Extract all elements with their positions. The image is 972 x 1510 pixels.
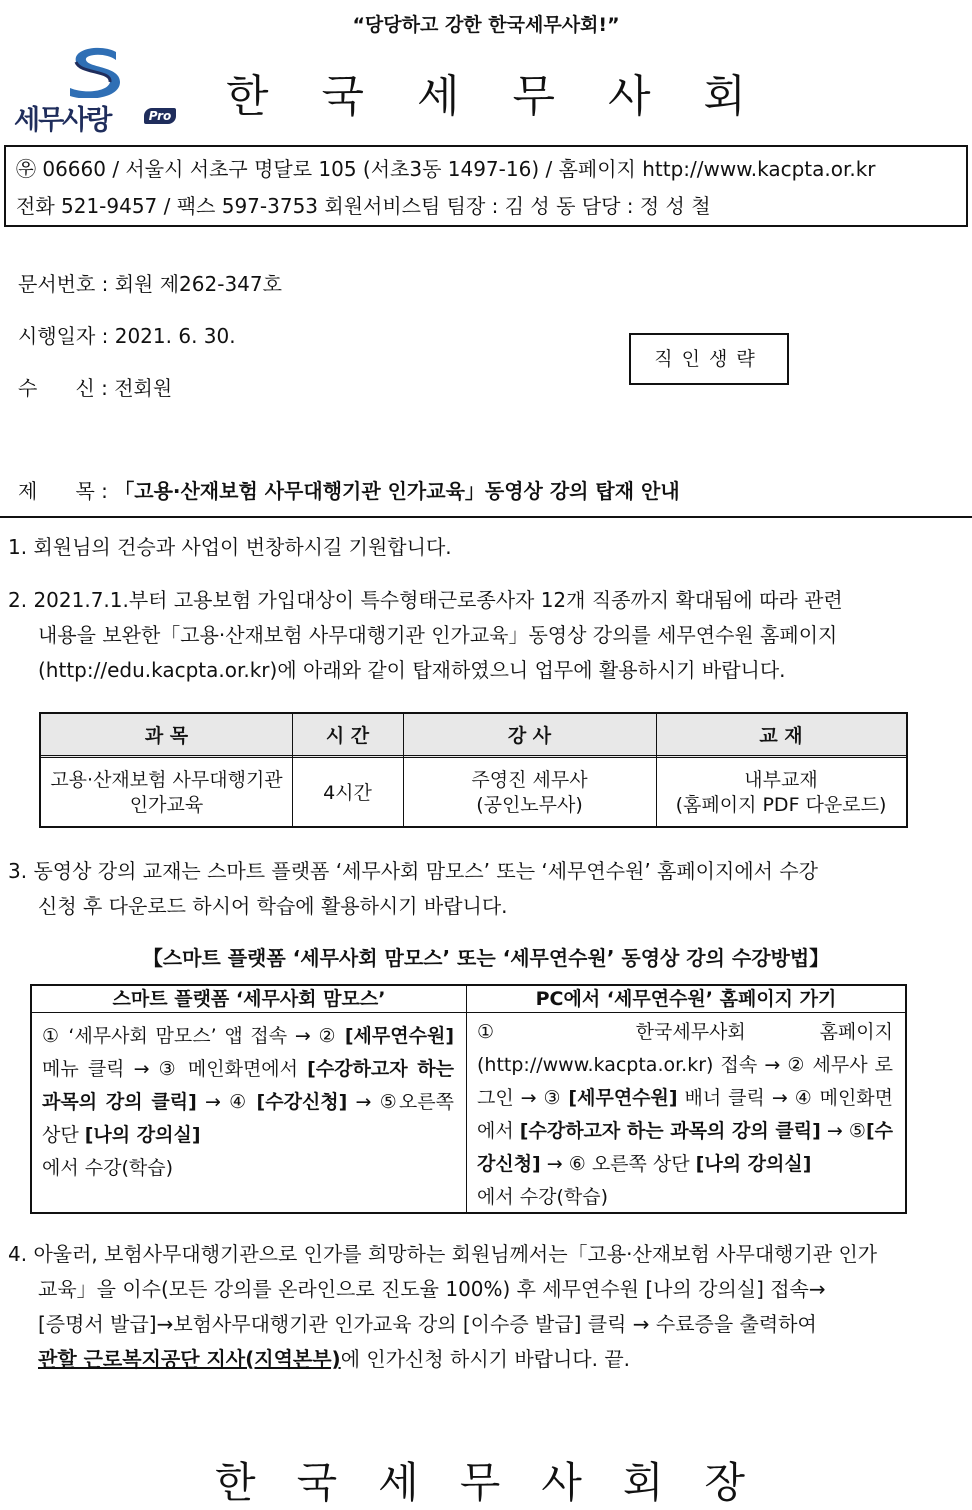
- org-title-char: 국: [321, 71, 364, 122]
- cell-material-line: (홈페이지 PDF 다운로드): [675, 794, 887, 816]
- effective-date: 시행일자 : 2021. 6. 30.: [18, 324, 236, 348]
- org-title: [226, 60, 746, 124]
- step-text: 에서 수강(학습): [477, 1186, 608, 1208]
- paragraph-2-line: 2. 2021.7.1.부터 고용보험 가입대상이 특수형태근로종사자 12개 직종까지 확대됨에 따라 관련: [8, 588, 843, 612]
- org-title-char: 한: [226, 71, 269, 122]
- step-bold: [세무연수원]: [344, 1025, 454, 1047]
- org-title-char: 세: [416, 71, 460, 122]
- divider: [0, 516, 972, 518]
- step-text: 에서 수강(학습): [42, 1157, 173, 1179]
- signer-char: 한: [215, 1458, 256, 1507]
- contact-address-line: ㉾ 06660 / 서울시 서초구 명달로 105 (서초3동 1497-16) / 홈페이지 http://www.kacpta.or.kr: [16, 157, 876, 181]
- step-text: → ⑥ 오른쪽 상단: [540, 1153, 696, 1175]
- step-bold: [수강신청]: [477, 1120, 893, 1175]
- paragraph-2-line: 내용을 보완한「고용·산재보험 사무대행기관 인가교육」동영상 강의를 세무연수원 홈페이지: [38, 623, 838, 647]
- signer-char: 회: [622, 1458, 664, 1507]
- step-text: 메뉴 클릭 → ③ 메인화면에서: [42, 1058, 308, 1080]
- cell-lecturer-line: (공인노무사): [476, 794, 583, 816]
- cell-subject-line: 고용·산재보험 사무대행기관: [50, 769, 283, 791]
- methods-title: 【스마트 플랫폼 ‘세무사회 맘모스’ 또는 ‘세무연수원’ 동영상 강의 수강방법】: [142, 946, 830, 970]
- step-text: → ⑤오른쪽 상단: [42, 1091, 454, 1146]
- signer: [215, 1450, 745, 1510]
- paragraph-3-line: 신청 후 다운로드 하시어 학습에 활용하시기 바랍니다.: [38, 894, 508, 918]
- motto: “당당하고 강한 한국세무사회!”: [352, 14, 620, 36]
- methods-header-divider: [32, 1012, 905, 1013]
- step-text: → ⑤: [820, 1120, 866, 1142]
- step-bold: [나의 강의실]: [695, 1153, 812, 1175]
- cell-lecturer: [403, 760, 656, 826]
- org-title-char: 사: [607, 71, 651, 122]
- step-bold: [세무연수원]: [568, 1087, 678, 1109]
- seal-omitted-box: 직인생략: [629, 333, 789, 385]
- signer-char: 장: [704, 1458, 745, 1507]
- methods-column-divider: [466, 986, 467, 1212]
- step-text: ① ‘세무사회 맘모스’ 앱 접속 → ②: [42, 1025, 345, 1047]
- paragraph-4-line: 4. 아울러, 보험사무대행기관으로 인가를 희망하는 회원님께서는「고용·산재보험 사무대행기관 인가: [8, 1242, 878, 1266]
- subject-title: 「고용·산재보험 사무대행기관 인가교육」동영상 강의 탑재 안내: [114, 479, 680, 503]
- methods-header-mobile: 스마트 플랫폼 ‘세무사회 맘모스’: [112, 988, 386, 1010]
- header-lecturer: 강 사: [507, 724, 552, 747]
- subject-line: [18, 475, 680, 504]
- cell-subject: [41, 760, 292, 826]
- cell-lecturer-line: 주영진 세무사: [471, 769, 588, 791]
- step-text: 배너 클릭 → ④ 메인화면에서: [477, 1087, 894, 1142]
- step-bold: [수강하고자 하는 과목의 강의 클릭]: [42, 1058, 454, 1113]
- cell-material: [656, 760, 906, 826]
- course-table: [39, 712, 908, 828]
- step-bold: [수강신청]: [256, 1091, 348, 1113]
- paragraph-1: 1. 회원님의 건승과 사업이 번창하시길 기원합니다.: [8, 535, 452, 559]
- step-text: ① 한국세무사회 홈페이지 (http://www.kacpta.or.kr) 접속 → ② 세무사 로그인 → ③: [477, 1021, 893, 1109]
- header-time: 시 간: [325, 724, 370, 747]
- methods-mobile-steps: [42, 1020, 454, 1185]
- step-bold: [수강하고자 하는 과목의 강의 클릭]: [519, 1120, 821, 1142]
- signer-char: 무: [459, 1458, 501, 1507]
- paragraph-2-line: (http://edu.kacpta.or.kr)에 아래와 같이 탑재하였으니 업무에 활용하시기 바랍니다.: [38, 658, 786, 682]
- paragraph-4-end: 에 인가신청 하시기 바랍니다. 끝.: [340, 1347, 630, 1371]
- recipient: 수 신 : 전회원: [18, 376, 173, 400]
- paragraph-3-line: 3. 동영상 강의 교재는 스마트 플랫폼 ‘세무사회 맘모스’ 또는 ‘세무연수원’ 홈페이지에서 수강: [8, 859, 818, 883]
- paragraph-4-line: [증명서 발급]→보험사무대행기관 인가교육 강의 [이수증 발급] 클릭 → 수료증을 출력하여: [38, 1312, 817, 1336]
- contact-phone-line: 전화 521-9457 / 팩스 597-3753 회원서비스팀 팀장 : 김 성 동 담당 : 정 성 철: [16, 194, 711, 218]
- org-title-char: 회: [703, 71, 746, 122]
- branch-office-emphasis: 관할 근로복지공단 지사(지역본부): [38, 1347, 341, 1371]
- step-text: → ④: [196, 1091, 257, 1113]
- paragraph-4-line: 교육」을 이수(모든 강의를 온라인으로 진도율 100%) 후 세무연수원 [나의 강의실] 접속→: [38, 1277, 826, 1301]
- signer-char: 세: [378, 1458, 419, 1507]
- methods-pc-steps: [477, 1016, 893, 1214]
- logo-pro-badge: Pro: [144, 108, 176, 124]
- header-subject: 과 목: [144, 724, 189, 747]
- logo-text: 세무사랑: [14, 105, 111, 136]
- methods-header-pc: PC에서 ‘세무연수원’ 홈페이지 가기: [535, 988, 837, 1010]
- org-title-char: 무: [512, 71, 555, 122]
- cell-subject-line: 인가교육: [129, 794, 204, 816]
- cell-time: 4시간: [323, 781, 372, 804]
- signer-char: 국: [296, 1458, 338, 1507]
- doc-number: 문서번호 : 회원 제262-347호: [18, 272, 282, 296]
- paragraph-4-line: [38, 1342, 630, 1377]
- subject-label: 제 목 :: [18, 479, 115, 503]
- logo-s-mark-icon: [66, 46, 122, 98]
- cell-material-line: 내부교재: [744, 769, 818, 791]
- logo: [14, 46, 182, 134]
- step-bold: [나의 강의실]: [84, 1124, 201, 1146]
- methods-table: [30, 984, 907, 1214]
- header-material: 교 재: [759, 724, 803, 747]
- signer-char: 사: [541, 1458, 582, 1507]
